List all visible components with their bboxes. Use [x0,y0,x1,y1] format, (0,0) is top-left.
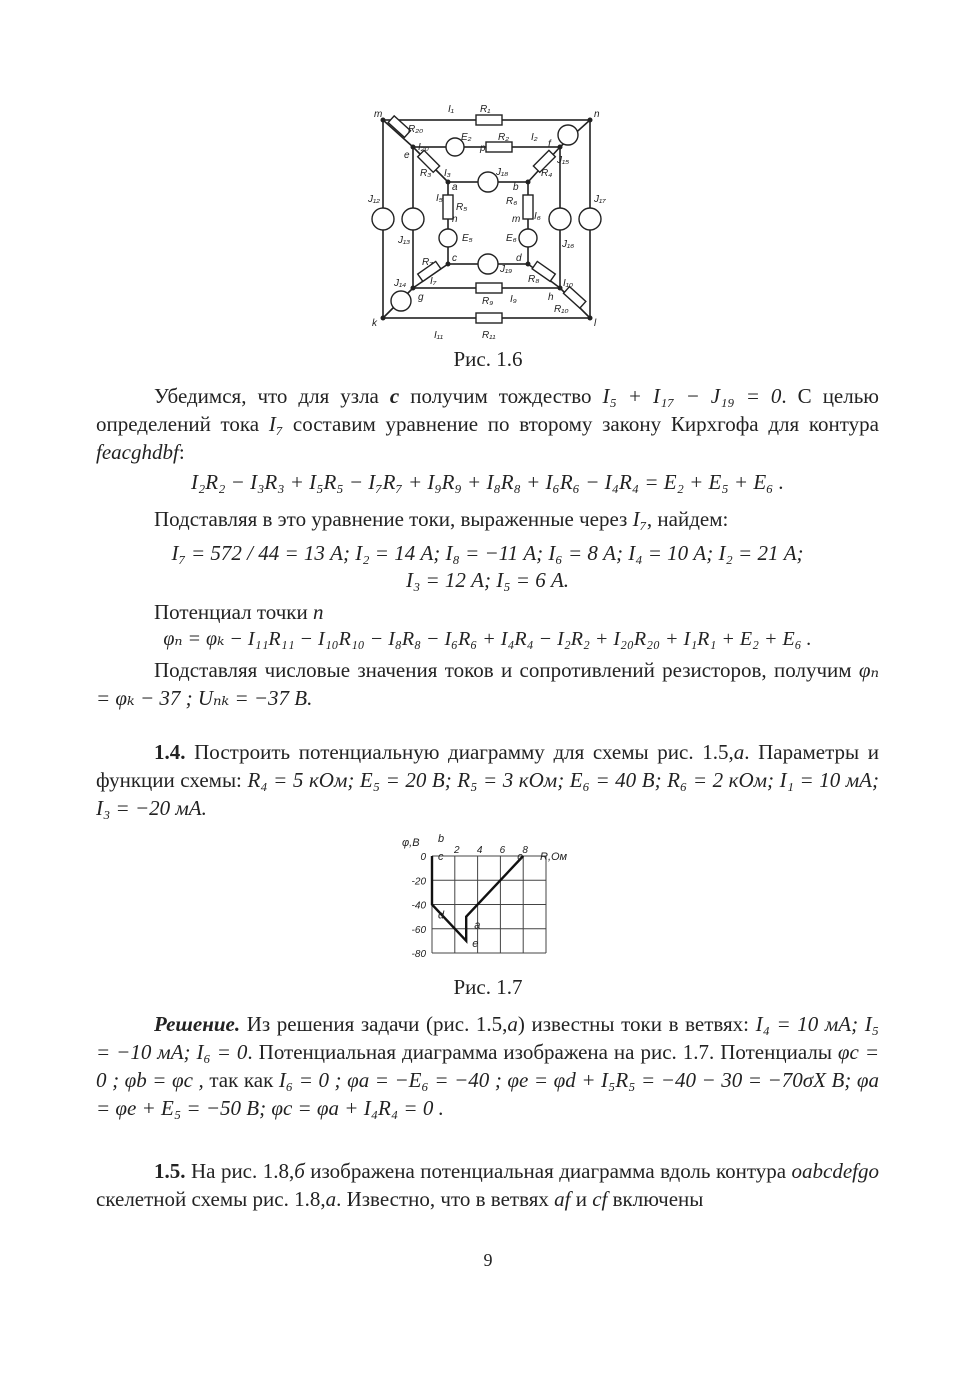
solution-label: Решение. [154,1012,241,1036]
x-tick-label: 2 [454,845,460,856]
label-node-c: c [452,253,457,264]
paragraph-kirchhoff [96,382,879,466]
label-e5: E₅ [462,233,473,244]
resistor-r6 [523,195,533,219]
label-e6: E₆ [506,233,517,244]
label-node-p: p [480,143,486,154]
y-tick-label: -40 [411,900,426,912]
text-span: ) известны токи в ветвях: [517,1012,756,1036]
label-node-a: a [452,182,458,193]
problem-number: 1.4. [154,740,186,764]
label-node-b: b [513,182,519,193]
contour-name: oabcdefgo [791,1159,880,1183]
node-c-ref: c [389,384,400,408]
text-span: получим тождество [399,384,603,408]
text-span: Подставляя числовые значения токов и сопротивлений резисторов, получим [154,658,859,682]
result-equation: φₙ = φₖ − 37 ; Uₙₖ = −37 В. [96,658,879,710]
text-span: и [570,1187,593,1211]
text-span: : [178,440,185,464]
text-span: , найдем: [646,507,729,531]
label-r11: R₁₁ [482,330,496,341]
text-span: изображена потенциальная диаграмма вдоль контура [304,1159,792,1183]
text-span: а [733,740,745,764]
source-e5 [439,229,457,247]
label-r1: R₁ [480,104,491,115]
resistor-r2 [486,142,512,152]
point-label-c: c [517,851,523,863]
point-label-b: b [438,833,445,845]
potential-eq-3: φe = φd + I₅R₅ = −40 − 30 = −70σX В; φa = φe + E₅ = −50 В; φc = φa + I₄R₄ = 0 . [96,1068,879,1120]
label-node-f: f [548,139,551,150]
text-span: Убедимся, что для узла [154,384,390,408]
source-j15 [558,125,578,145]
page-number: 9 [483,1250,493,1270]
text-span: так как [203,1068,279,1092]
text-span: . Известно, что в ветвях [336,1187,555,1211]
label-i2: I₂ [531,132,538,143]
source-j12 [372,208,394,230]
y-axis-label: φ,B [402,837,420,849]
x-tick-label: 6 [499,845,506,856]
label-r7: R₇ [422,257,433,268]
equation-potential-n: φₙ = φₖ − I₁₁R₁₁ − I₁₀R₁₀ − I₈R₈ − I₆R₆ + I₄R₄ − I₂R₂ + I₂₀R₂₀ + I₁R₁ + E₂ + E₆ . [163,628,812,650]
problem-1-4 [96,738,879,822]
source-j13 [402,208,424,230]
problem-parameters: R₄ = 5 кОм; E₅ = 20 В; R₅ = 3 кОм; E₆ = 40 В; R₆ = 2 кОм; I₁ = 10 мА; I₃ = −20 мА. [96,768,879,820]
circuit-diagram [0,100,976,345]
equation-currents-1: I₇ = 572 / 44 = 13 А; I₂ = 14 А; I₈ = −11 А; I₆ = 8 А; I₄ = 10 А; I₂ = 21 А; [171,541,804,565]
label-j16: J₁₆ [562,239,575,250]
label-r10: R₁₀ [554,304,569,315]
contour-name: feacghdbf [96,440,179,464]
label-i3: I₃ [444,168,451,179]
label-i7: I₇ [430,276,437,287]
label-i11: I₁₁ [434,330,444,341]
label-node-n: n [594,109,600,120]
x-axis-label: R,Ом [540,851,568,863]
label-node-n-inner: n [452,214,458,225]
text-span: Потенциал точки [154,600,313,624]
figure-1-6 [0,100,976,345]
text-span: . Параметры и функции схемы: [96,740,879,792]
resistor-r11 [476,313,502,323]
label-i5: I₅ [436,193,443,204]
label-i6: I₆ [534,211,541,222]
label-node-k: k [372,318,377,329]
potential-diagram-chart [0,832,976,972]
x-tick-label: 8 [522,845,528,856]
label-node-m: m [374,109,383,120]
source-j19 [478,254,498,274]
label-r4: R₄ [541,168,553,179]
text-span: а [507,1012,518,1036]
solution-paragraph [96,1010,879,1122]
label-j13: J₁₃ [398,235,411,246]
label-i10: I₁₀ [563,278,574,289]
branch-af: af [554,1187,571,1211]
point-label-d: d [438,909,445,922]
problem-number: 1.5. [154,1159,186,1183]
text-span: а [325,1187,337,1211]
label-r3: R₃ [420,168,432,179]
source-e6 [519,229,537,247]
text-span: На рис. 1.8, [185,1159,295,1183]
x-tick-label: 4 [476,845,483,856]
current-i7-ref: I₇ [268,412,284,436]
label-e2: E₂ [461,132,472,143]
text-span: включены [607,1187,704,1211]
label-node-e: e [404,150,410,161]
label-node-h: h [548,292,554,303]
equation-kirchhoff: I₂R₂ − I₃R₃ + I₅R₅ − I₇R₇ + I₉R₉ + I₈R₈ + I₆R₆ − I₄R₄ = E₂ + E₅ + E₆ . [191,470,784,494]
label-r20: R₂₀ [408,124,424,135]
label-node-g: g [418,292,424,303]
label-r9: R₉ [482,296,494,307]
text-span: Из решения задачи (рис. 1.5, [240,1012,508,1036]
text-span: . Потенциальная диаграмма изображена на рис. 1.7. Потенциалы [247,1040,838,1064]
y-tick-label: -20 [411,876,426,888]
text-span: составим уравнение по второму закону Кирхгофа для контура [283,412,879,436]
y-tick-label: -60 [411,924,426,936]
potential-eq-1: φc = 0 ; φb = φc , [96,1040,879,1092]
figure-1-6-caption: Рис. 1.6 [453,347,523,371]
resistor-r1 [476,115,502,125]
potential-eq-2: I₆ = 0 ; φa = −E₆ = −40 ; [278,1068,502,1092]
label-j18: J₁₈ [496,167,509,178]
equation-currents-2: I₃ = 12 А; I₅ = 6 А. [405,568,570,592]
figure-1-7-caption: Рис. 1.7 [453,975,523,999]
source-j16 [549,208,571,230]
label-node-l: l [594,318,597,329]
label-r5: R₅ [456,202,468,213]
label-j15: J₁₅ [557,155,570,166]
resistor-r9 [476,283,502,293]
label-i20: I₂₀ [418,142,429,153]
label-j19: J₁₉ [500,264,513,275]
identity-equation: I₅ + I₁₇ − J₁₉ = 0 [602,384,782,408]
problem-1-5 [96,1157,879,1213]
label-r6: R₆ [506,196,518,207]
label-node-m-inner: m [512,214,521,225]
source-j17 [579,208,601,230]
label-j14: J₁₄ [394,278,407,289]
label-r8: R₈ [528,274,540,285]
paragraph-substitute [96,505,879,533]
text-span: скелетной схемы рис. 1.8, [96,1187,326,1211]
text-span: Построить потенциальную диаграмму для схемы рис. 1.5, [185,740,734,764]
figure-1-7 [0,832,976,972]
text-span: . С целью определений тока [96,384,879,436]
label-i1: I₁ [448,104,454,115]
point-label-c: c [438,851,444,863]
source-j14 [391,291,411,311]
y-tick-label: 0 [420,852,426,863]
branch-cf: cf [592,1187,608,1211]
paragraph-potential-n [96,598,879,626]
y-tick-label: -80 [411,949,426,960]
label-j12: J₁₂ [368,194,380,205]
label-node-d: d [516,253,522,264]
label-i9: I₉ [510,294,517,305]
node-n-ref: n [312,600,324,624]
point-label-a: a [474,919,481,932]
paragraph-numeric [96,656,879,712]
label-r2: R₂ [498,132,510,143]
point-label-e: e [472,937,479,950]
known-currents: I₄ = 10 мА; I₅ = −10 мА; I₆ = 0 [96,1012,879,1064]
source-j18 [478,172,498,192]
label-j17: J₁₇ [594,194,606,205]
text-span: б [294,1159,305,1183]
text-span: Подставляя в это уравнение токи, выраженные через [154,507,633,531]
current-i7-ref: I₇ [632,507,647,531]
